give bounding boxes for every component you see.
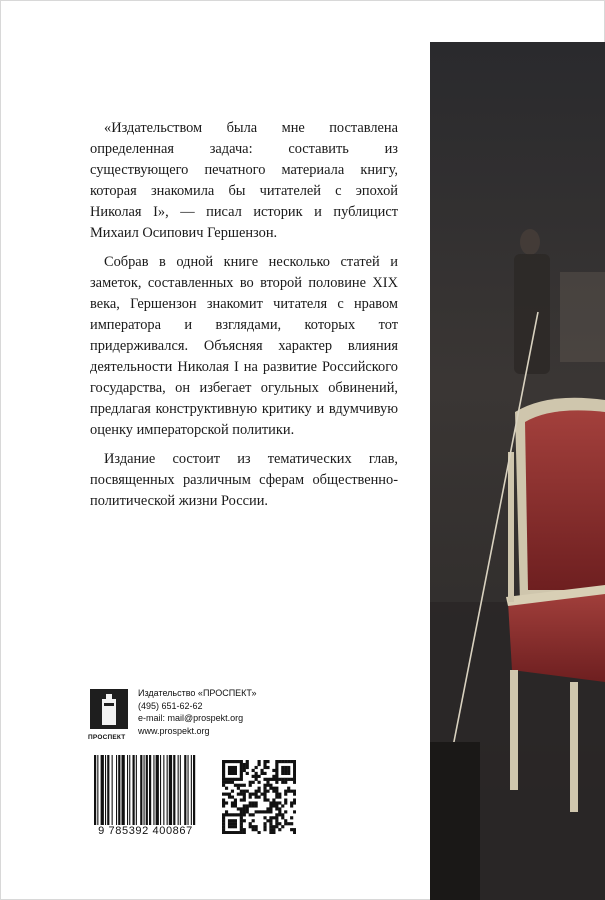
annotation-text — [90, 118, 398, 520]
annotation-paragraph-1: «Издательством была мне поставлена определенная задача: составить из существующего печатного материала книгу, которая знакомила бы читателей с эпохой Николая I», — писал историк и публицист Михаил Осипович Гершензон. — [90, 120, 398, 241]
publisher-block — [88, 687, 257, 741]
publisher-phone: (495) 651-62-62 — [138, 700, 203, 711]
annotation-paragraph-2: Собрав в одной книге несколько статей и заметок, составленных во второй половине XIX века, Гершензон знакомит читателя с нравом императора и взглядами, которых тот придерживался. Объясняя характер влияния деятельности Николая I на развитие Российского государства, он избегает огульных обвинений, предлагая конструктивную критику и вдумчивую оценку императорской политики. — [90, 254, 398, 438]
qr-code-icon — [222, 760, 296, 834]
annotation-paragraph-3: Издание состоит из тематических глав, посвященных различным сферам общественно-политической жизни России. — [90, 451, 398, 509]
publisher-contacts — [138, 687, 257, 737]
publisher-logo-label: ПРОСПЕКТ — [88, 734, 126, 741]
publisher-website: www.prospekt.org — [138, 725, 210, 736]
barcode-number: 9 785392 400867 — [88, 825, 203, 837]
publisher-email: e-mail: mail@prospekt.org — [138, 713, 244, 723]
publisher-name: Издательство «ПРОСПЕКТ» — [138, 688, 257, 698]
cover-painting — [430, 42, 605, 900]
prospekt-logo-icon — [88, 689, 128, 741]
